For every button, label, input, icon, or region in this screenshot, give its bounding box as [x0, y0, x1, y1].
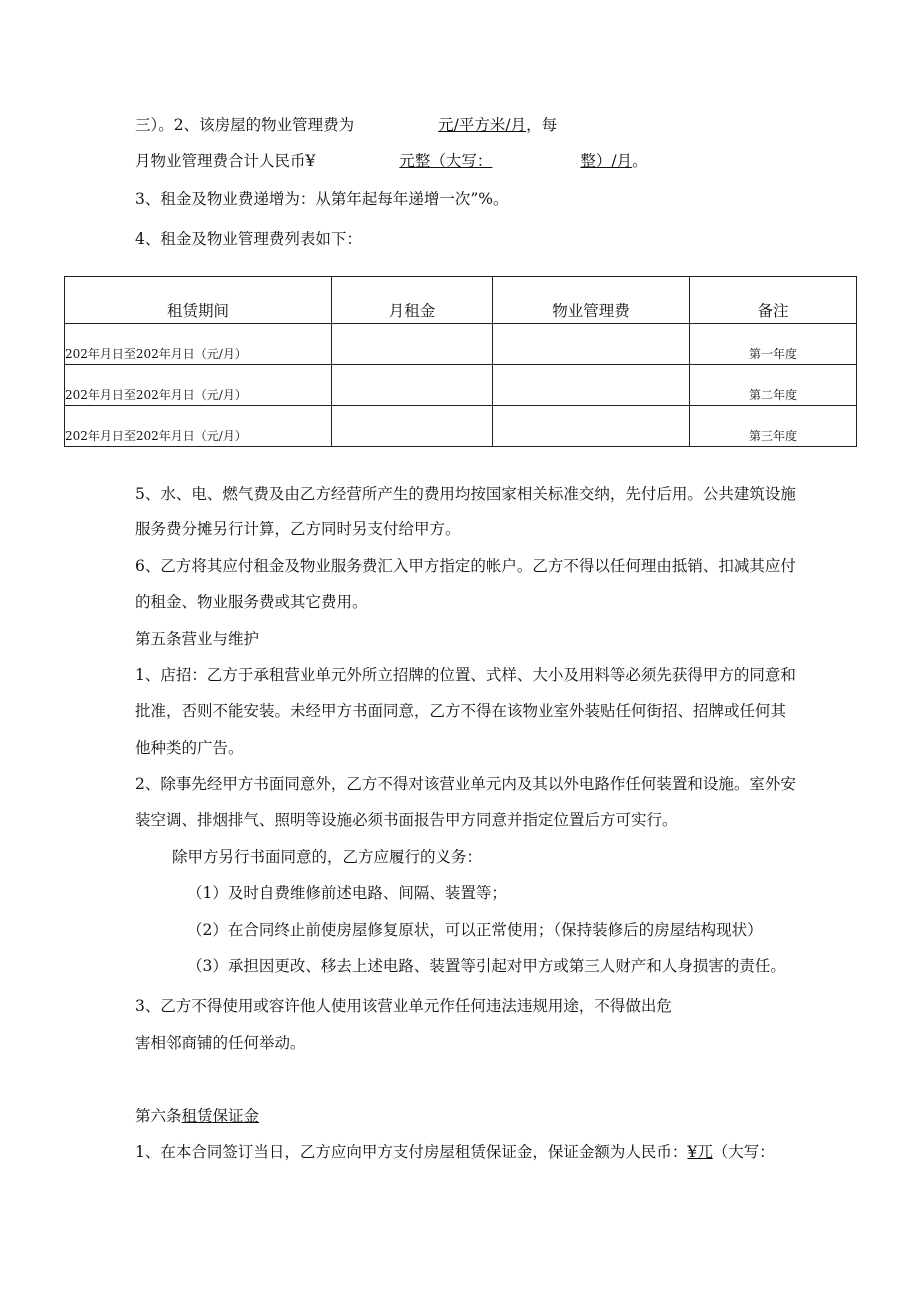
fee-unit: 元/平方米/月 [438, 116, 527, 134]
fee-total-end: 整）/月 [580, 152, 633, 170]
header-period: 租赁期间 [65, 277, 332, 324]
fee-total-mid: 元整（大写： [399, 152, 493, 170]
item-5-line-1: 5、水、电、燃气费及由乙方经营所产生的费用均按国家相关标准交纳，先付后用。公共建筑设施 [135, 485, 796, 503]
a6-1-line [135, 1141, 775, 1163]
rent-table [64, 276, 857, 447]
article-6-heading [135, 1105, 259, 1127]
obligation-2: （2）在合同终止前使房屋修复原状，可以正常使用；（保持装修后的房屋结构现状） [187, 921, 763, 939]
fee-line-1-prefix: 三）。2、该房屋的物业管理费为 [135, 116, 355, 134]
fee-total-amount-blank [315, 152, 632, 170]
article-6-title: 租赁保证金 [181, 1107, 260, 1125]
fee-line-2 [135, 150, 648, 172]
table-row [65, 324, 857, 365]
a5-1-line-2: 批准，否则不能安装。未经甲方书面同意，乙方不得在该物业室外装贴任何街招、招牌或任何其 [135, 702, 787, 720]
obligations-intro: 除甲方另行书面同意的，乙方应履行的义务： [172, 848, 483, 866]
row-fee [493, 324, 690, 365]
fee-total-prefix: 月物业管理费合计人民币¥ [135, 152, 316, 170]
fee-total-tail: 。 [632, 152, 648, 170]
a5-2-line-2: 装空调、排烟排气、照明等设施必须书面报告甲方同意并指定位置后方可实行。 [135, 811, 678, 829]
header-rent: 月租金 [332, 277, 493, 324]
fee-line-1 [135, 114, 557, 136]
a6-1-text: 1、在本合同签订当日，乙方应向甲方支付房屋租赁保证金，保证金额为人民币： [135, 1143, 688, 1161]
row-note: 第二年度 [690, 365, 857, 406]
item-3: 3、租金及物业费递增为：从第年起每年递增一次”%。 [135, 190, 509, 208]
row-period: 202年月日至202年月日（元/月） [65, 365, 332, 406]
article-6-prefix: 第六条 [135, 1107, 182, 1125]
a5-1-line-1: 1、店招：乙方于承租营业单元外所立招牌的位置、式样、大小及用料等必须先获得甲方的同意和 [135, 666, 796, 684]
article-5-heading: 第五条营业与维护 [135, 630, 260, 648]
a5-3-line-1: 3、乙方不得使用或容许他人使用该营业单元作任何违法违规用途，不得做出危 [135, 997, 672, 1015]
table-row [65, 406, 857, 447]
row-note: 第一年度 [690, 324, 857, 365]
obligation-3: （3）承担因更改、移去上述电路、装置等引起对甲方或第三人财产和人身损害的责任。 [187, 957, 786, 975]
row-fee [493, 406, 690, 447]
deposit-amount: ¥兀 [687, 1143, 713, 1161]
header-fee: 物业管理费 [493, 277, 690, 324]
a6-1-tail: （大写： [712, 1143, 775, 1161]
item-4: 4、租金及物业管理费列表如下： [135, 230, 362, 248]
row-rent [332, 406, 493, 447]
row-period: 202年月日至202年月日（元/月） [65, 324, 332, 365]
a5-1-line-3: 他种类的广告。 [135, 739, 244, 757]
row-period: 202年月日至202年月日（元/月） [65, 406, 332, 447]
item-6-line-2: 的租金、物业服务费或其它费用。 [135, 593, 368, 611]
row-rent [332, 324, 493, 365]
item-6-line-1: 6、乙方将其应付租金及物业服务费汇入甲方指定的帐户。乙方不得以任何理由抵销、扣减其应付 [135, 557, 796, 575]
a5-2-line-1: 2、除事先经甲方书面同意外，乙方不得对该营业单元内及其以外电路作任何装置和设施。室外安 [135, 775, 796, 793]
fee-line-1-suffix: ，每 [526, 116, 558, 134]
table-row [65, 365, 857, 406]
item-5-line-2: 服务费分摊另行计算，乙方同时另支付给甲方。 [135, 520, 461, 538]
a5-3-line-2: 害相邻商铺的任何举动。 [135, 1034, 306, 1052]
header-note: 备注 [690, 277, 857, 324]
row-rent [332, 365, 493, 406]
obligation-1: （1）及时自费维修前述电路、间隔、装置等； [187, 884, 507, 902]
row-fee [493, 365, 690, 406]
rent-table-header [65, 277, 857, 324]
row-note: 第三年度 [690, 406, 857, 447]
